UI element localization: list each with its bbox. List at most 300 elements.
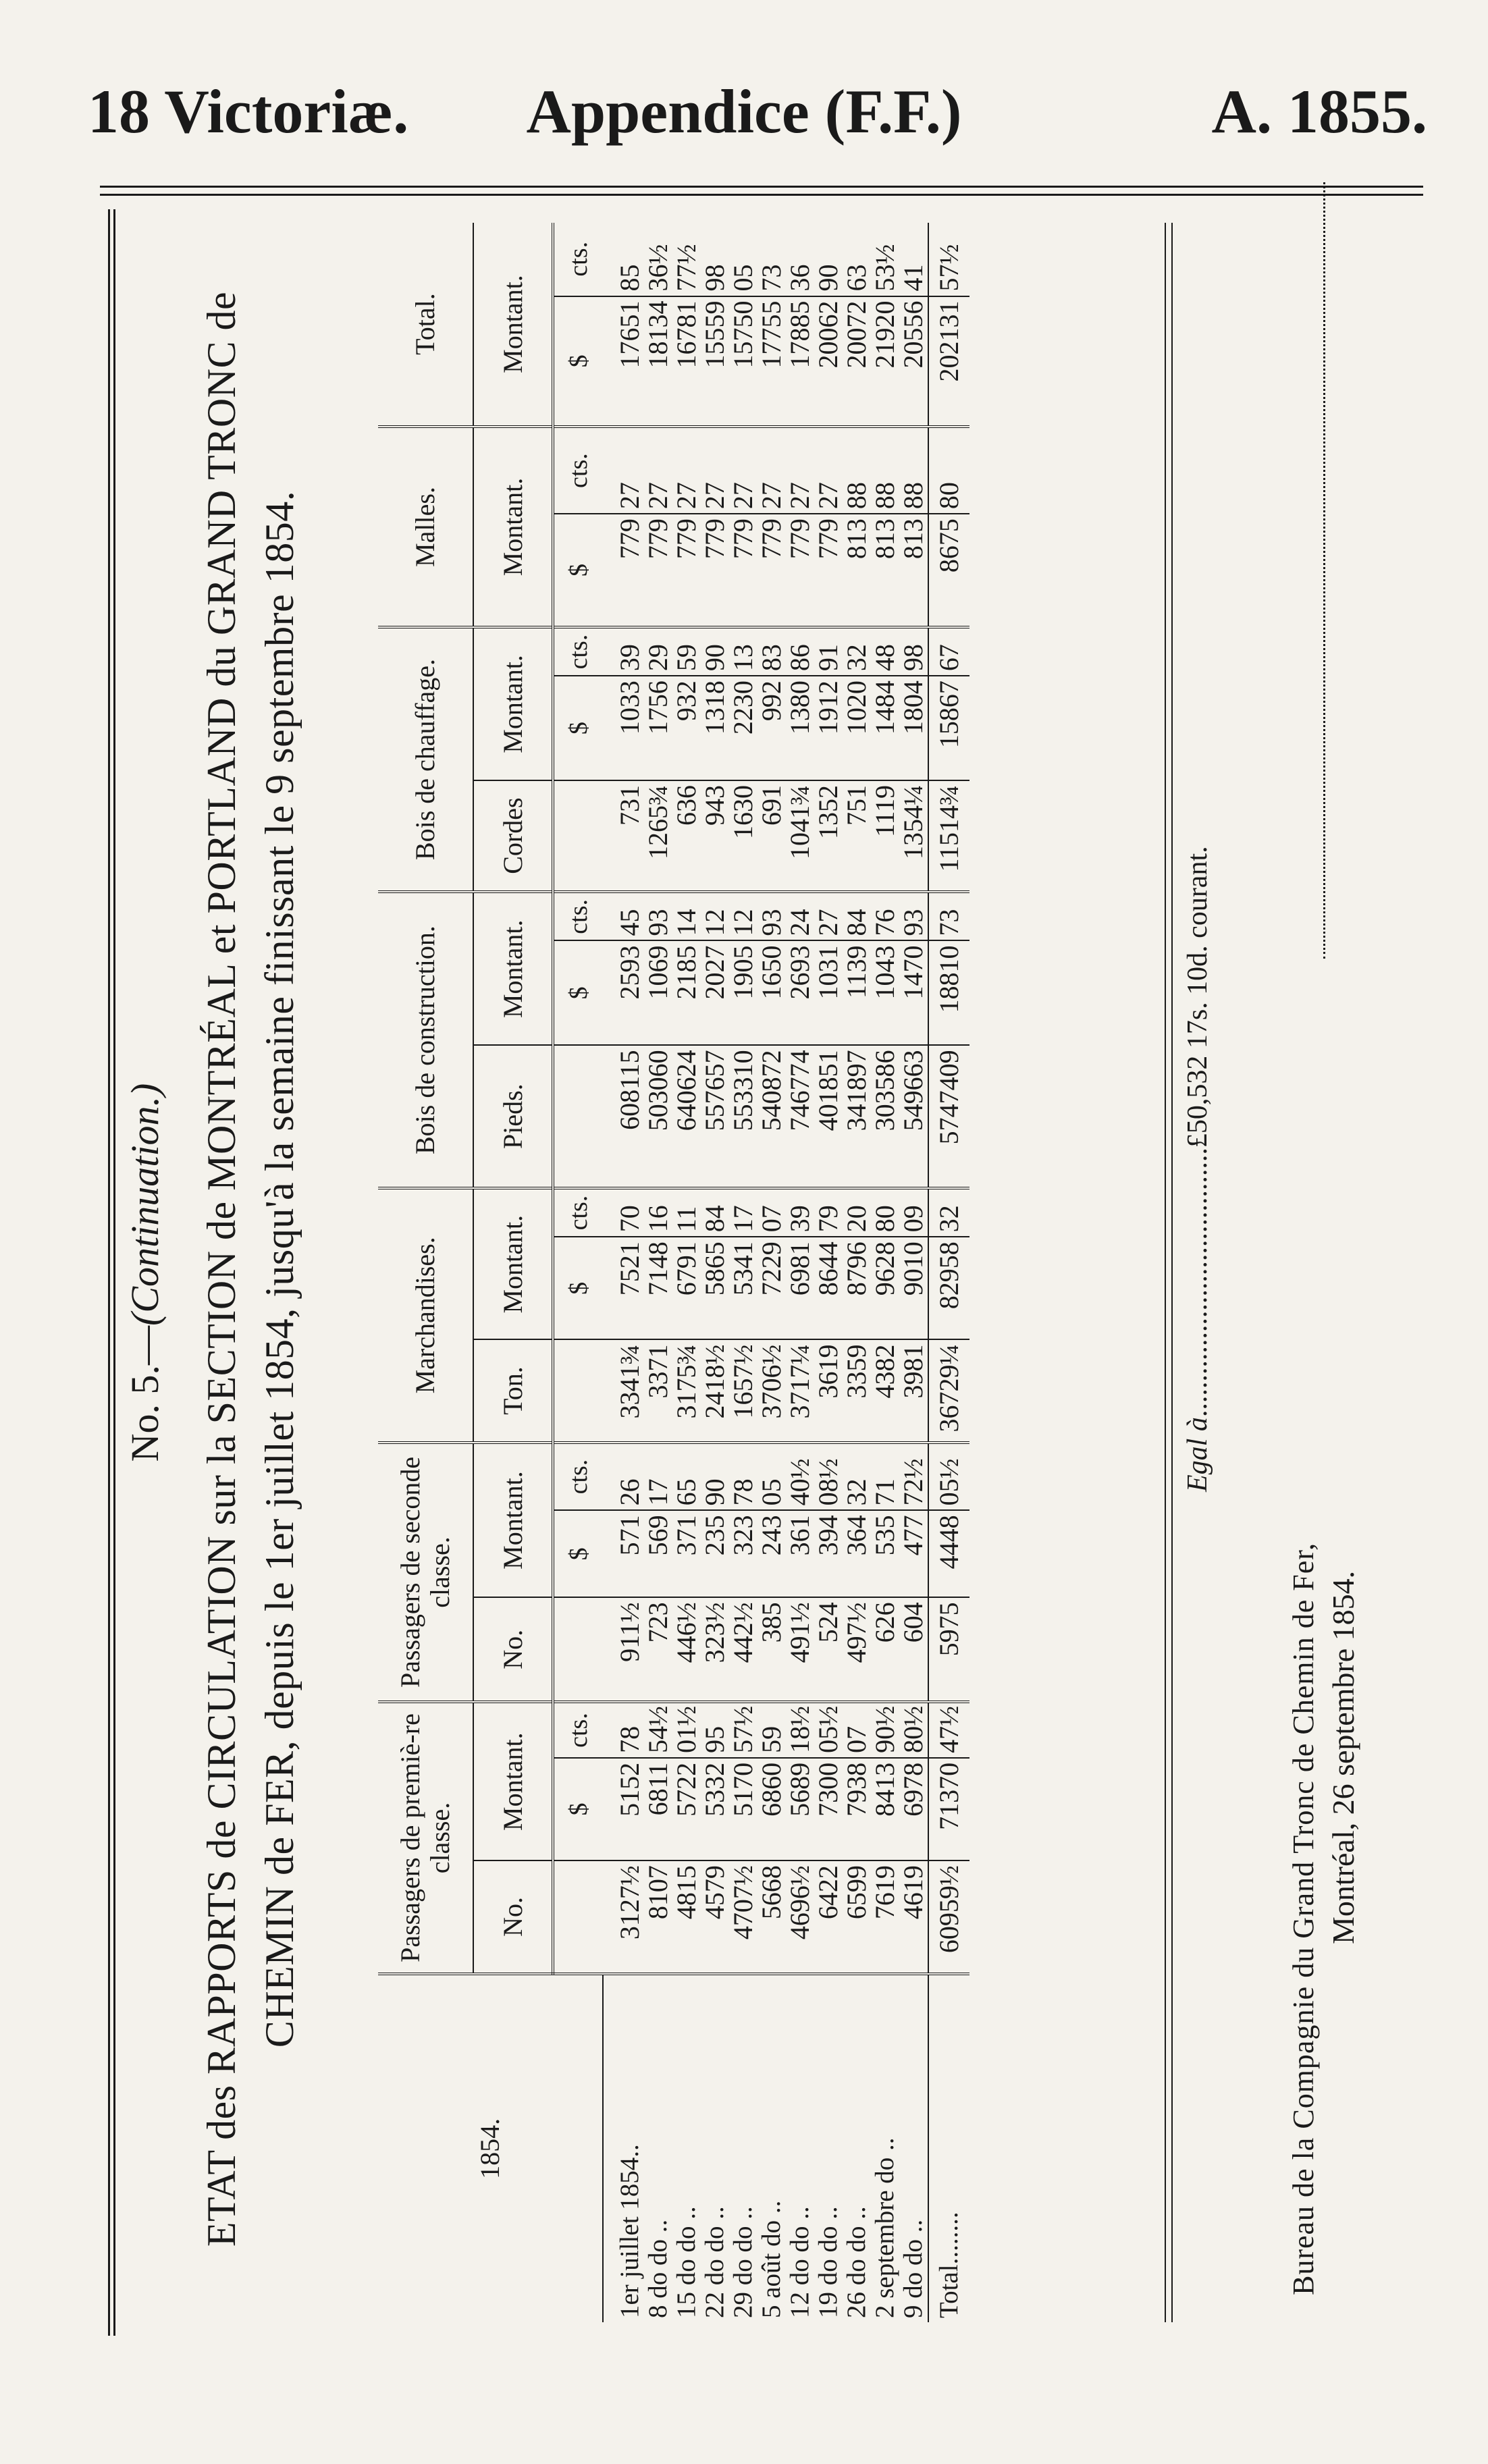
second-class-dollars: 364 xyxy=(843,1510,871,1597)
merchandise-tons: 2418½ xyxy=(701,1339,729,1442)
lumber-cents: 12 xyxy=(729,892,758,940)
row-date: 26 do do .. xyxy=(842,2206,871,2318)
second-class-cents: 90 xyxy=(701,1443,729,1511)
total-cents: 73 xyxy=(758,223,786,296)
firewood-cents: 29 xyxy=(644,627,672,676)
second-class-count: 491½ xyxy=(786,1597,814,1702)
second-class-dollars: 371 xyxy=(672,1510,701,1597)
merchandise-dollars: 6981 xyxy=(786,1237,814,1339)
unit-cents: cts. xyxy=(553,892,603,940)
merchandise-dollars: 8644 xyxy=(814,1237,843,1339)
frame-rule-top xyxy=(108,209,110,2336)
lumber-dollars: 2693 xyxy=(786,940,814,1045)
firewood-cords: 1630 xyxy=(729,780,758,892)
equivalence-label: Egal à xyxy=(1182,1417,1213,1492)
lumber-feet: 640624 xyxy=(672,1045,701,1188)
firewood-cents: 86 xyxy=(786,627,814,676)
firewood-cents: 32 xyxy=(843,627,871,676)
table-row xyxy=(616,223,644,2322)
lumber-feet-header: Pieds. xyxy=(473,1045,553,1188)
lumber-cents: 14 xyxy=(672,892,701,940)
merchandise-dollars: 9628 xyxy=(871,1237,899,1339)
table-row xyxy=(899,223,928,2322)
mails-dollars: 779 xyxy=(644,514,672,627)
first-class-dollars: 5170 xyxy=(729,1758,758,1860)
second-class-header: Passagers de seconde classe. xyxy=(378,1443,473,1703)
first-class-dollars: 7300 xyxy=(814,1758,843,1860)
firewood-dollars: 2230 xyxy=(729,676,758,780)
year-header: 1854. xyxy=(378,1974,603,2322)
total-cents: 05 xyxy=(729,223,758,296)
first-class-count: 6599 xyxy=(843,1860,871,1974)
table-row xyxy=(729,223,758,2322)
lumber-header: Bois de construction. xyxy=(378,892,473,1188)
row-date: Total........ xyxy=(928,1974,969,2322)
second-class-dollars: 477 xyxy=(899,1510,928,1597)
lumber-feet: 557657 xyxy=(701,1045,729,1188)
merchandise-cents: 11 xyxy=(672,1188,701,1237)
mails-cents: 27 xyxy=(701,427,729,514)
total-cents: 90 xyxy=(814,223,843,296)
row-date: 2 septembre do .. xyxy=(870,2137,899,2318)
merchandise-cents: 32 xyxy=(928,1188,969,1237)
lumber-dollars: 2027 xyxy=(701,940,729,1045)
second-class-dollars: 4448 xyxy=(928,1510,969,1597)
title-line-2: CHEMIN de FER, depuis le 1er juillet 1854, jusqu'à la semaine finissant le 9 septembre 1854. xyxy=(257,490,302,2048)
signature-office: Bureau de la Compagnie du Grand Tronc de Chemin de Fer, xyxy=(1287,1542,1320,2295)
lumber-cents: 84 xyxy=(843,892,871,940)
unit-cents: cts. xyxy=(553,1702,603,1758)
firewood-dollars: 992 xyxy=(758,676,786,780)
lumber-feet: 549663 xyxy=(899,1045,928,1188)
first-class-count: 8107 xyxy=(644,1860,672,1974)
first-class-cents: 57½ xyxy=(729,1702,758,1758)
firewood-amount-header: Montant. xyxy=(473,627,553,780)
mails-cents: 27 xyxy=(616,427,644,514)
lumber-dollars: 1139 xyxy=(843,940,871,1045)
firewood-cords: 691 xyxy=(758,780,786,892)
merchandise-cents: 16 xyxy=(644,1188,672,1237)
first-class-count: 4696½ xyxy=(786,1860,814,1974)
second-class-dollars: 235 xyxy=(701,1510,729,1597)
total-row xyxy=(928,223,969,2322)
merchandise-dollars: 8796 xyxy=(843,1237,871,1339)
table-row xyxy=(814,223,843,2322)
unit-blank xyxy=(553,1339,603,1442)
mails-cents: 88 xyxy=(899,427,928,514)
second-class-count: 497½ xyxy=(843,1597,871,1702)
second-class-count: 442½ xyxy=(729,1597,758,1702)
merchandise-dollars: 7229 xyxy=(758,1237,786,1339)
unit-cents: cts. xyxy=(553,627,603,676)
firewood-cords: 636 xyxy=(672,780,701,892)
second-class-count: 385 xyxy=(758,1597,786,1702)
first-class-dollars: 5722 xyxy=(672,1758,701,1860)
statement-number: No. 5.— xyxy=(123,1325,167,1462)
merchandise-dollars: 7148 xyxy=(644,1237,672,1339)
mails-dollars: 813 xyxy=(843,514,871,627)
merchandise-tons: 3359 xyxy=(843,1339,871,1442)
firewood-cents: 39 xyxy=(616,627,644,676)
mails-dollars: 8675 xyxy=(928,514,969,627)
firewood-cords: 751 xyxy=(843,780,871,892)
second-class-count: 323½ xyxy=(701,1597,729,1702)
merchandise-dollars: 7521 xyxy=(616,1237,644,1339)
total-cents: 63 xyxy=(843,223,871,296)
first-class-count: 4579 xyxy=(701,1860,729,1974)
merchandise-dollars: 82958 xyxy=(928,1237,969,1339)
first-class-dollars: 8413 xyxy=(871,1758,899,1860)
mails-dollars: 779 xyxy=(814,514,843,627)
statement-title xyxy=(192,230,309,2309)
second-class-dollars: 394 xyxy=(814,1510,843,1597)
lumber-feet: 540872 xyxy=(758,1045,786,1188)
lumber-feet: 303586 xyxy=(871,1045,899,1188)
firewood-cents: 90 xyxy=(701,627,729,676)
second-class-cents: 08½ xyxy=(814,1443,843,1511)
second-class-dollars: 569 xyxy=(644,1510,672,1597)
first-class-cents: 90½ xyxy=(871,1702,899,1758)
first-class-cents: 54½ xyxy=(644,1702,672,1758)
unit-dollar: $ xyxy=(553,940,603,1045)
merchandise-tons: 3341¾ xyxy=(616,1339,644,1442)
total-dollars: 17651 xyxy=(616,296,644,427)
second-class-dollars: 535 xyxy=(871,1510,899,1597)
second-class-cents: 71 xyxy=(871,1443,899,1511)
mails-cents: 27 xyxy=(758,427,786,514)
merchandise-dollars: 6791 xyxy=(672,1237,701,1339)
first-class-cents: 78 xyxy=(616,1702,644,1758)
table-group-headers xyxy=(378,223,473,2322)
firewood-cents: 91 xyxy=(814,627,843,676)
total-dollars: 18134 xyxy=(644,296,672,427)
total-cents: 57½ xyxy=(928,223,969,296)
lumber-dollars: 1650 xyxy=(758,940,786,1045)
firewood-dollars: 1380 xyxy=(786,676,814,780)
table-row xyxy=(758,223,786,2322)
firewood-dollars: 1020 xyxy=(843,676,871,780)
firewood-cords: 11514¾ xyxy=(928,780,969,892)
first-class-cents: 95 xyxy=(701,1702,729,1758)
total-cents: 98 xyxy=(701,223,729,296)
second-class-dollars: 323 xyxy=(729,1510,758,1597)
unit-cents: cts. xyxy=(553,427,603,514)
signature-place-date: Montréal, 26 septembre 1854. xyxy=(1326,1570,1360,1944)
first-class-cents: 07 xyxy=(843,1702,871,1758)
second-class-count: 911½ xyxy=(616,1597,644,1702)
first-class-dollars: 6978 xyxy=(899,1758,928,1860)
merchandise-cents: 79 xyxy=(814,1188,843,1237)
firewood-cords: 731 xyxy=(616,780,644,892)
lumber-dollars: 1031 xyxy=(814,940,843,1045)
table-row xyxy=(843,223,871,2322)
mails-dollars: 779 xyxy=(616,514,644,627)
lumber-amount-header: Montant. xyxy=(473,892,553,1045)
equivalence-dots: ...................................... xyxy=(1182,1148,1213,1418)
lumber-cents: 93 xyxy=(644,892,672,940)
second-class-cents: 17 xyxy=(644,1443,672,1511)
second-class-cents: 05 xyxy=(758,1443,786,1511)
merchandise-cents: 80 xyxy=(871,1188,899,1237)
frame-rule-top-inner xyxy=(113,209,115,2336)
first-class-dollars: 7938 xyxy=(843,1758,871,1860)
row-date: 22 do do .. xyxy=(700,2206,729,2318)
total-cents: 53½ xyxy=(871,223,899,296)
lumber-feet: 503060 xyxy=(644,1045,672,1188)
second-class-cents: 72½ xyxy=(899,1443,928,1511)
second-class-cents: 32 xyxy=(843,1443,871,1511)
row-date: 9 do do .. xyxy=(899,2219,928,2318)
first-class-header: Passagers de premiè-re classe. xyxy=(378,1702,473,1974)
row-date: 12 do do .. xyxy=(785,2206,814,2318)
firewood-cents: 59 xyxy=(672,627,701,676)
total-cents: 77½ xyxy=(672,223,701,296)
first-class-cents: 18½ xyxy=(786,1702,814,1758)
unit-blank xyxy=(553,1597,603,1702)
merchandise-tons: 4382 xyxy=(871,1339,899,1442)
total-amount-header: Montant. xyxy=(473,223,553,427)
unit-dollar: $ xyxy=(553,514,603,627)
second-class-dollars: 243 xyxy=(758,1510,786,1597)
row-date: 15 do do .. xyxy=(672,2206,701,2318)
firewood-cents: 83 xyxy=(758,627,786,676)
row-date: 19 do do .. xyxy=(814,2206,843,2318)
mails-dollars: 779 xyxy=(758,514,786,627)
firewood-dollars: 1804 xyxy=(899,676,928,780)
second-class-cents: 26 xyxy=(616,1443,644,1511)
first-class-dollars: 5689 xyxy=(786,1758,814,1860)
firewood-cords: 1352 xyxy=(814,780,843,892)
merchandise-tons: 3717¼ xyxy=(786,1339,814,1442)
firewood-dollars: 1484 xyxy=(871,676,899,780)
first-class-cents: 05½ xyxy=(814,1702,843,1758)
second-class-count: 446½ xyxy=(672,1597,701,1702)
first-class-count: 3127½ xyxy=(616,1860,644,1974)
year-label: A. 1855. xyxy=(1211,77,1427,146)
first-class-cents: 80½ xyxy=(899,1702,928,1758)
table-bottom-rule xyxy=(1165,223,1173,2322)
lumber-dollars: 2593 xyxy=(616,940,644,1045)
firewood-dollars: 932 xyxy=(672,676,701,780)
lumber-feet: 341897 xyxy=(843,1045,871,1188)
firewood-dollars: 1318 xyxy=(701,676,729,780)
mails-dollars: 813 xyxy=(871,514,899,627)
lumber-cents: 93 xyxy=(758,892,786,940)
lumber-cents: 93 xyxy=(899,892,928,940)
first-class-amount-header: Montant. xyxy=(473,1702,553,1860)
lumber-dollars: 1905 xyxy=(729,940,758,1045)
mails-cents: 88 xyxy=(843,427,871,514)
merchandise-cents: 70 xyxy=(616,1188,644,1237)
continuation-heading xyxy=(122,209,169,2336)
second-class-count: 626 xyxy=(871,1597,899,1702)
first-class-count: 4815 xyxy=(672,1860,701,1974)
second-class-no-header: No. xyxy=(473,1597,553,1702)
firewood-dollars: 1756 xyxy=(644,676,672,780)
mails-dollars: 779 xyxy=(786,514,814,627)
lumber-feet: 608115 xyxy=(616,1045,644,1188)
continuation-label: (Continuation.) xyxy=(123,1083,167,1326)
lumber-dollars: 1043 xyxy=(871,940,899,1045)
table-row xyxy=(672,223,701,2322)
unit-dollar: $ xyxy=(553,1510,603,1597)
total-dollars: 15750 xyxy=(729,296,758,427)
firewood-cords: 1265¾ xyxy=(644,780,672,892)
total-dollars: 15559 xyxy=(701,296,729,427)
total-dollars: 17885 xyxy=(786,296,814,427)
table-body xyxy=(603,223,969,2322)
first-class-count: 4619 xyxy=(899,1860,928,1974)
firewood-cents: 98 xyxy=(899,627,928,676)
first-class-count: 60959½ xyxy=(928,1860,969,1974)
merchandise-ton-header: Ton. xyxy=(473,1339,553,1442)
first-class-count: 4707½ xyxy=(729,1860,758,1974)
total-dollars: 20556 xyxy=(899,296,928,427)
total-dollars: 21920 xyxy=(871,296,899,427)
lumber-cents: 73 xyxy=(928,892,969,940)
merchandise-tons: 3175¾ xyxy=(672,1339,701,1442)
unit-blank xyxy=(553,1860,603,1974)
header-rule xyxy=(100,186,1423,196)
firewood-dollars: 1033 xyxy=(616,676,644,780)
merchandise-amount-header: Montant. xyxy=(473,1188,553,1340)
traffic-table xyxy=(378,223,969,2322)
mails-header: Malles. xyxy=(378,427,473,627)
lumber-feet: 5747409 xyxy=(928,1045,969,1188)
mails-dollars: 779 xyxy=(701,514,729,627)
firewood-cents: 48 xyxy=(871,627,899,676)
total-dollars: 16781 xyxy=(672,296,701,427)
firewood-dollars: 15867 xyxy=(928,676,969,780)
total-cents: 36 xyxy=(786,223,814,296)
mails-cents: 27 xyxy=(786,427,814,514)
second-class-cents: 40½ xyxy=(786,1443,814,1511)
merchandise-tons: 3619 xyxy=(814,1339,843,1442)
unit-dollar: $ xyxy=(553,1237,603,1339)
unit-dollar: $ xyxy=(553,296,603,427)
merchandise-tons: 3706½ xyxy=(758,1339,786,1442)
firewood-cords: 1041¾ xyxy=(786,780,814,892)
mails-dollars: 779 xyxy=(729,514,758,627)
merchandise-cents: 84 xyxy=(701,1188,729,1237)
first-class-dollars: 5332 xyxy=(701,1758,729,1860)
second-class-cents: 65 xyxy=(672,1443,701,1511)
table-row xyxy=(701,223,729,2322)
total-cents: 41 xyxy=(899,223,928,296)
lumber-cents: 45 xyxy=(616,892,644,940)
unit-dollar: $ xyxy=(553,1758,603,1860)
first-class-count: 5668 xyxy=(758,1860,786,1974)
merchandise-tons: 36729¼ xyxy=(928,1339,969,1442)
unit-blank xyxy=(553,780,603,892)
firewood-header: Bois de chauffage. xyxy=(378,627,473,892)
merchandise-dollars: 5341 xyxy=(729,1237,758,1339)
second-class-dollars: 571 xyxy=(616,1510,644,1597)
first-class-cents: 47½ xyxy=(928,1702,969,1758)
second-class-cents: 05½ xyxy=(928,1443,969,1511)
lumber-feet: 746774 xyxy=(786,1045,814,1188)
merchandise-cents: 09 xyxy=(899,1188,928,1237)
mails-dollars: 813 xyxy=(899,514,928,627)
total-dollars: 17755 xyxy=(758,296,786,427)
total-dollars: 202131 xyxy=(928,296,969,427)
session-label: 18 Victoriæ. xyxy=(88,77,409,146)
total-dollars: 20072 xyxy=(843,296,871,427)
equivalence-line xyxy=(1181,846,1214,1492)
first-class-dollars: 71370 xyxy=(928,1758,969,1860)
unit-cents: cts. xyxy=(553,1188,603,1237)
mails-cents: 80 xyxy=(928,427,969,514)
mails-cents: 27 xyxy=(814,427,843,514)
merchandise-tons: 1657½ xyxy=(729,1339,758,1442)
mails-dollars: 779 xyxy=(672,514,701,627)
merchandise-cents: 07 xyxy=(758,1188,786,1237)
firewood-cents: 67 xyxy=(928,627,969,676)
first-class-count: 6422 xyxy=(814,1860,843,1974)
lumber-dollars: 2185 xyxy=(672,940,701,1045)
second-class-dollars: 361 xyxy=(786,1510,814,1597)
merchandise-header: Marchandises. xyxy=(378,1188,473,1443)
row-date: 8 do do .. xyxy=(643,2219,672,2318)
total-header: Total. xyxy=(378,223,473,427)
second-class-amount-header: Montant. xyxy=(473,1443,553,1598)
first-class-dollars: 5152 xyxy=(616,1758,644,1860)
mails-cents: 27 xyxy=(672,427,701,514)
row-date: 29 do do .. xyxy=(728,2206,758,2318)
second-class-cents: 78 xyxy=(729,1443,758,1511)
merchandise-cents: 17 xyxy=(729,1188,758,1237)
lumber-cents: 27 xyxy=(814,892,843,940)
merchandise-cents: 39 xyxy=(786,1188,814,1237)
mails-amount-header: Montant. xyxy=(473,427,553,627)
row-date: 5 août do .. xyxy=(757,2200,786,2318)
second-class-count: 5975 xyxy=(928,1597,969,1702)
first-class-cents: 01½ xyxy=(672,1702,701,1758)
row-date: 1er juillet 1854.. xyxy=(615,2144,644,2318)
lumber-cents: 12 xyxy=(701,892,729,940)
mails-cents: 88 xyxy=(871,427,899,514)
firewood-cords: 1354¼ xyxy=(899,780,928,892)
signature-line xyxy=(1323,182,1328,959)
first-class-dollars: 6860 xyxy=(758,1758,786,1860)
firewood-cords-header: Cordes xyxy=(473,780,553,892)
firewood-cords: 1119 xyxy=(871,780,899,892)
table-row xyxy=(871,223,899,2322)
firewood-cents: 13 xyxy=(729,627,758,676)
equivalence-amount: £50,532 17s. 10d. courant. xyxy=(1182,846,1213,1148)
merchandise-cents: 20 xyxy=(843,1188,871,1237)
lumber-dollars: 18810 xyxy=(928,940,969,1045)
first-class-dollars: 6811 xyxy=(644,1758,672,1860)
mails-cents: 27 xyxy=(644,427,672,514)
firewood-dollars: 1912 xyxy=(814,676,843,780)
lumber-cents: 76 xyxy=(871,892,899,940)
total-dollars: 20062 xyxy=(814,296,843,427)
page-header xyxy=(0,61,1488,162)
merchandise-tons: 3981 xyxy=(899,1339,928,1442)
appendix-label: Appendice (F.F.) xyxy=(526,77,962,146)
first-class-no-header: No. xyxy=(473,1860,553,1974)
total-cents: 85 xyxy=(616,223,644,296)
merchandise-dollars: 9010 xyxy=(899,1237,928,1339)
lumber-cents: 24 xyxy=(786,892,814,940)
table-row xyxy=(644,223,672,2322)
unit-dollar: $ xyxy=(553,676,603,780)
lumber-dollars: 1069 xyxy=(644,940,672,1045)
unit-cents: cts. xyxy=(553,223,603,296)
second-class-count: 604 xyxy=(899,1597,928,1702)
merchandise-tons: 3371 xyxy=(644,1339,672,1442)
